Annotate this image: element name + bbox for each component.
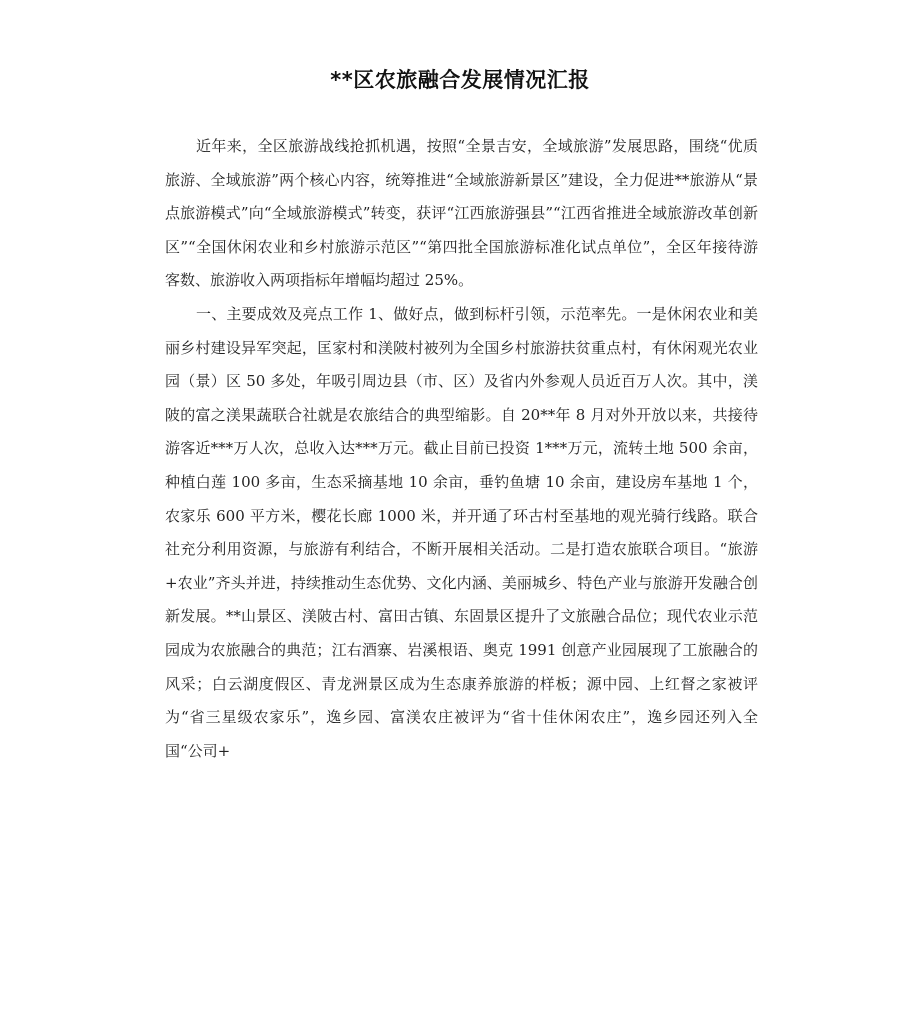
document-body <box>165 130 758 768</box>
paragraph-achievements: 一、主要成效及亮点工作 1、做好点，做到标杆引领，示范率先。一是休闲农业和美丽乡村建设异军突起，匡家村和渼陂村被列为全国乡村旅游扶贫重点村，有休闲观光农业园（景）区 50 多处，年吸引周边县（市、区）及省内外参观人员近百万人次。其中，渼陂的富之渼果蔬联合社就是农旅结合的典型缩影。自 20**年 8 月对外开放以来，共接待游客近***万人次，总收入达***万元。截止目前已投资 1***万元，流转土地 500 余亩，种植白莲 100 多亩，生态采摘基地 10 余亩，垂钓鱼塘 10 余亩，建设房车基地 1 个，农家乐 600 平方米，樱花长廊 1000 米，并开通了环古村至基地的观光骑行线路。联合社充分利用资源，与旅游有利结合，不断开展相关活动。二是打造农旅联合项目。“旅游+农业”齐头并进，持续推动生态优势、文化内涵、美丽城乡、特色产业与旅游开发融合创新发展。**山景区、渼陂古村、富田古镇、东固景区提升了文旅融合品位；现代农业示范园成为农旅融合的典范；江右酒寨、岩溪根语、奥克 1991 创意产业园展现了工旅融合的风采；白云湖度假区、青龙洲景区成为生态康养旅游的样板；源中园、上红督之家被评为“省三星级农家乐”，逸乡园、富渼农庄被评为“省十佳休闲农庄”，逸乡园还列入全国“公司+ <box>165 304 758 760</box>
document-title: **区农旅融合发展情况汇报 <box>330 68 590 92</box>
paragraph-intro: 近年来，全区旅游战线抢抓机遇，按照“全景吉安，全域旅游”发展思路，围绕“优质旅游、全域旅游”两个核心内容，统筹推进“全域旅游新景区”建设，全力促进**旅游从“景点旅游模式”向“全域旅游模式”转变，获评“江西旅游强县”“江西省推进全域旅游改革创新区”“全国休闲农业和乡村旅游示范区”“第四批全国旅游标准化试点单位”，全区年接待游客数、旅游收入两项指标年增幅均超过 25%。 <box>165 137 758 290</box>
